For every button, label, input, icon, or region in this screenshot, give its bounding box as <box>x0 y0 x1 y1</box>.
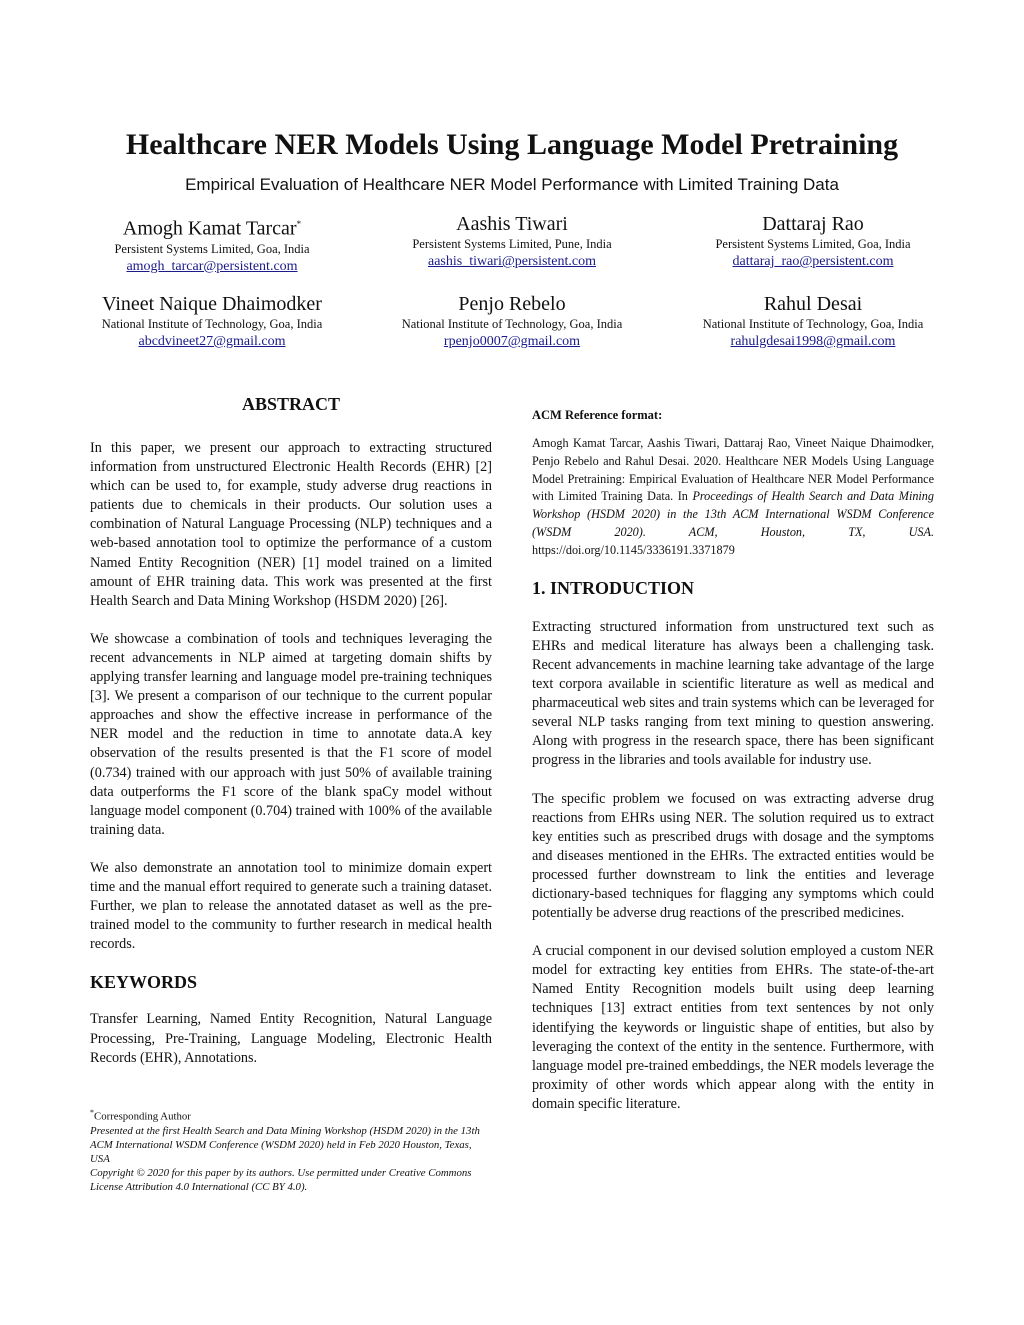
footnote-mark: * <box>90 1108 94 1117</box>
acm-reference-doi[interactable]: https://doi.org/10.1145/3336191.3371879 <box>532 542 735 557</box>
acm-reference-heading: ACM Reference format: <box>532 408 663 422</box>
author-name: Vineet Naique Dhaimodker <box>102 293 322 315</box>
author-email-link[interactable]: amogh_tarcar@persistent.com <box>126 258 298 274</box>
author-block <box>62 212 362 276</box>
acm-reference-plain: Amogh Kamat Tarcar, Aashis Tiwari, Dattaraj Rao, Vineet Naique Dhaimodker, Penjo Rebelo and Rahul Desai. 2020. Healthcare NER Models Using Language Model Pretraining: Empirical Evaluation of Healthcare NER Model Performance with Limited Training Data. In <box>532 436 934 504</box>
author-block <box>362 212 662 271</box>
abstract-paragraph: We also demonstrate an annotation tool to minimize domain expert time and the manual effort required to generate such a training dataset. Further, we plan to release the annotated dataset as well as the pre-trained model to the community to further research in medical health records. <box>90 859 492 953</box>
right-column <box>532 406 934 1133</box>
author-affiliation: Persistent Systems Limited, Goa, India <box>715 237 911 251</box>
abstract-paragraph: We showcase a combination of tools and techniques leveraging the recent advancements in NLP aimed at targeting domain shifts by applying transfer learning and language model pre-training techniques [3]. We present a comparison of our technique to the current popular approaches and show the effective increase in performance of the NER model and the reduction in time to annotate data.A key observation of the results presented is that the F1 score of model (0.734) trained with our approach with just 50% of available training data outperforms the F1 score of the blank spaCy model without language model component (0.704) trained with 100% of the available training data. <box>90 630 492 838</box>
keywords-heading: KEYWORDS <box>90 972 198 993</box>
author-email-link[interactable]: dattaraj_rao@persistent.com <box>732 254 894 269</box>
introduction-heading: 1. INTRODUCTION <box>532 577 695 598</box>
keywords-text: Transfer Learning, Named Entity Recognition, Natural Language Processing, Pre-Training, Language Modeling, Electronic Health Records (EHR), Annotations. <box>90 1011 492 1066</box>
author-name: Dattaraj Rao <box>762 213 864 235</box>
author-affiliation: National Institute of Technology, Goa, India <box>401 317 623 331</box>
introduction-paragraph: Extracting structured information from unstructured text such as EHRs and medical literature has always been a challenging task. Recent advancements in machine learning take advantage of the large text corpora available in scientific literature as well as medical and pharmaceutical web sites and train systems which can be leveraged for several NLP tasks ranging from text mining to question answering. Along with progress in the research space, there has been significant progress in the libraries and tools available for industry use. <box>532 618 934 769</box>
author-block <box>362 292 662 351</box>
introduction-paragraph: A crucial component in our devised solution employed a custom NER model for extracting key entities from EHRs. The state-of-the-art Named Entity Recognition models built using deep learning techniques [13] extract entities from text sentences by not only identifying the keywords or linguistic shape of entities, but also by leveraging the context of the entity in the sentence. Furthermore, with language model pre-trained embeddings, the NER models leverage the proximity of other words which appear along with the entity in domain specific literature. <box>532 943 934 1112</box>
footnote-label: Corresponding Author <box>94 1110 191 1123</box>
footnote-copyright: Copyright © 2020 for this paper by its authors. Use permitted under Creative Commons License Attribution 4.0 International (CC BY 4.0). <box>90 1166 472 1193</box>
author-block <box>663 212 963 271</box>
author-name: Amogh Kamat Tarcar <box>122 217 297 240</box>
author-affiliation: National Institute of Technology, Goa, India <box>702 317 924 331</box>
author-affiliation: Persistent Systems Limited, Pune, India <box>412 237 612 251</box>
author-name: Rahul Desai <box>763 293 863 315</box>
author-name: Penjo Rebelo <box>458 293 566 315</box>
acm-reference-text <box>532 435 934 560</box>
author-block <box>663 292 963 351</box>
introduction-paragraph: The specific problem we focused on was extracting adverse drug reactions from EHRs using NER. The solution required us to extract key entities such as prescribed drugs with dosage and the symptoms and diseases mentioned in the EHRs. The extracted entities would be processed further downstream to link the entities and leverage dictionary-based techniques for flagging any symptoms which could potentially be adverse drug reactions of the prescribed medicines. <box>532 790 934 922</box>
author-email-link[interactable]: rahulgdesai1998@gmail.com <box>730 334 896 349</box>
corresponding-mark: * <box>296 219 302 229</box>
author-email-link[interactable]: aashis_tiwari@persistent.com <box>427 254 597 269</box>
author-affiliation: Persistent Systems Limited, Goa, India <box>114 241 310 256</box>
paper-title: Healthcare NER Models Using Language Model Pretraining <box>125 128 899 161</box>
abstract-heading: ABSTRACT <box>241 394 341 414</box>
footnote <box>90 1106 492 1194</box>
author-affiliation: National Institute of Technology, Goa, India <box>101 317 323 331</box>
abstract-body <box>90 439 492 1087</box>
author-block <box>62 292 362 351</box>
author-email-link[interactable]: abcdvineet27@gmail.com <box>138 334 286 349</box>
footnote-venue: Presented at the first Health Search and Data Mining Workshop (HSDM 2020) in the 13th ACM International WSDM Conference (WSDM 2020) held in Feb 2020 Houston, Texas, USA <box>90 1124 480 1165</box>
author-email-link[interactable]: rpenjo0007@gmail.com <box>443 334 581 349</box>
paper-subtitle: Empirical Evaluation of Healthcare NER Model Performance with Limited Training Data <box>185 175 839 194</box>
abstract-paragraph: In this paper, we present our approach to extracting structured information from unstructured Electronic Health Records (EHR) [2] which can be used to, for example, study adverse drug reactions in patients due to chemicals in their products. Our solution uses a combination of Natural Language Processing (NLP) techniques and a web-based annotation tool to optimize the performance of a custom Named Entity Recognition (NER) [1] model trained on a limited amount of EHR training data. This work was presented at the first Health Search and Data Mining Workshop (HSDM 2020) [26]. <box>90 440 492 609</box>
author-name: Aashis Tiwari <box>456 213 568 235</box>
acm-reference-italic: Proceedings of Health Search and Data Mining Workshop (HSDM 2020) in the 13th ACM International WSDM Conference (WSDM 2020). ACM, Houston, TX, USA. <box>532 489 934 540</box>
